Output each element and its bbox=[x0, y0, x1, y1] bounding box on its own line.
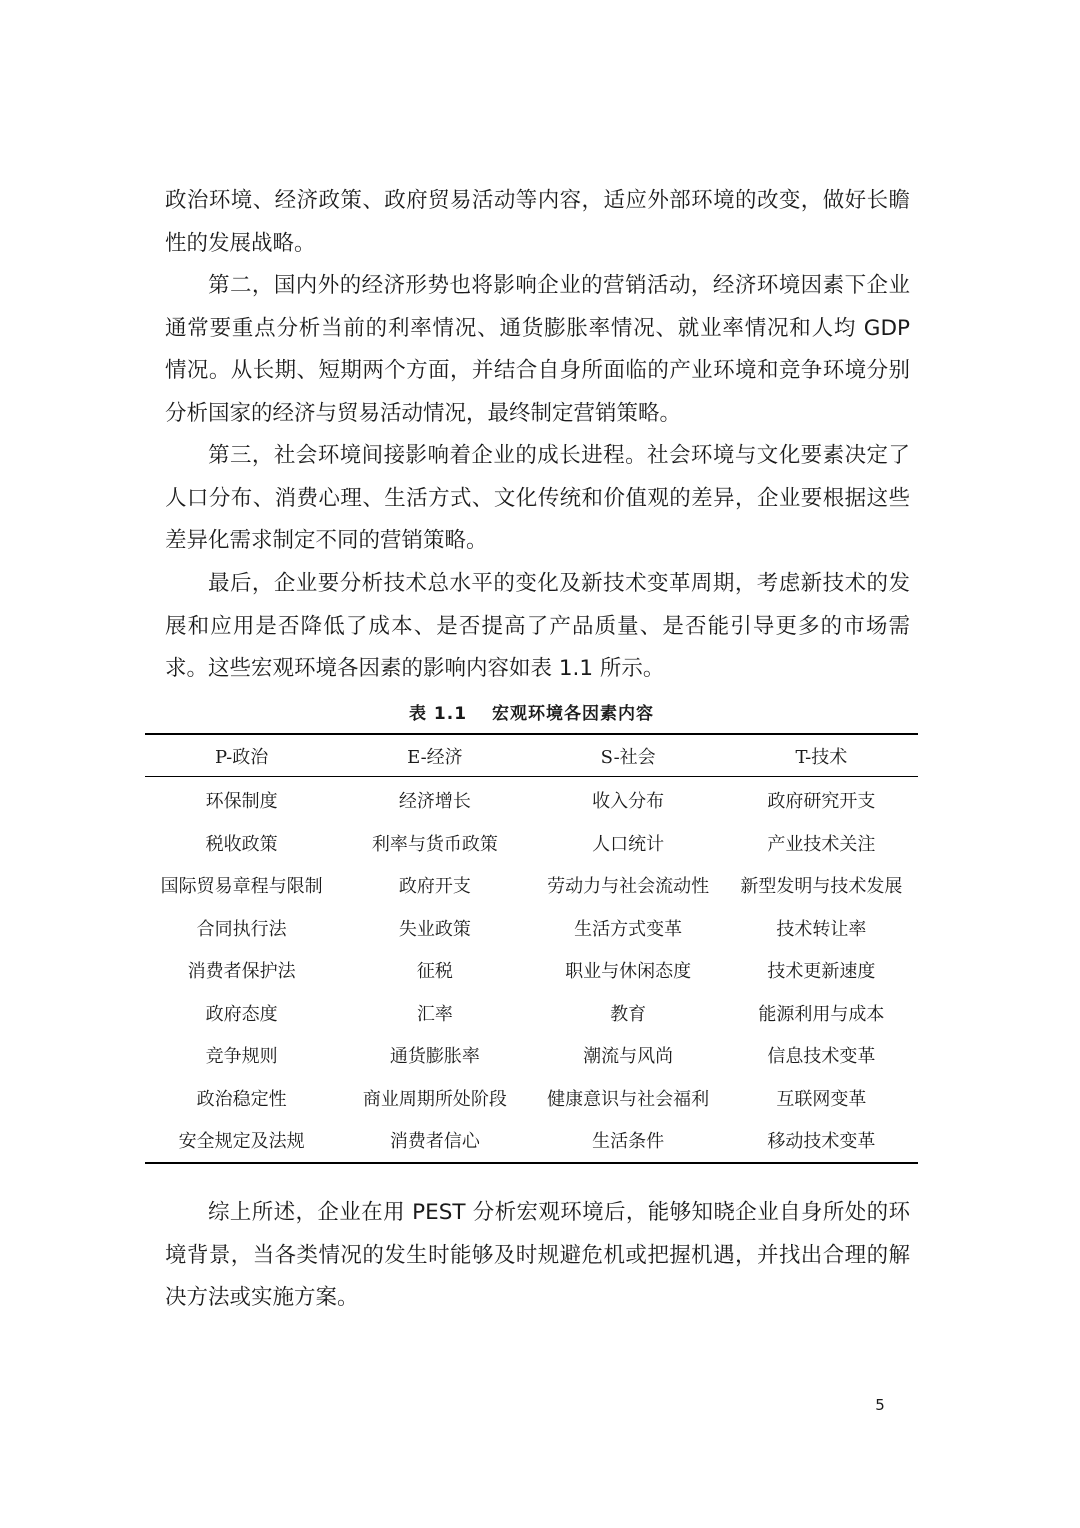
table-cell: 安全规定及法规 bbox=[178, 1131, 305, 1153]
table-cell: 互联网变革 bbox=[776, 1088, 867, 1110]
header-social: S-社会 bbox=[600, 746, 656, 768]
paragraph-continuation: 政治环境、经济政策、政府贸易活动等内容，适应外部环境的改变，做好长瞻性的发展战略。 bbox=[165, 188, 910, 256]
table-cell: 健康意识与社会福利 bbox=[547, 1088, 710, 1110]
table-cell: 竞争规则 bbox=[205, 1046, 278, 1068]
table-cell: 劳动力与社会流动性 bbox=[547, 876, 710, 898]
table-cell: 征税 bbox=[416, 961, 453, 983]
table-cell: 政府开支 bbox=[398, 876, 471, 898]
table-cell: 政府研究开支 bbox=[767, 791, 876, 813]
table-cell: 信息技术变革 bbox=[767, 1046, 876, 1068]
table-row bbox=[145, 949, 918, 992]
table-cell: 教育 bbox=[610, 1003, 647, 1025]
paragraph-summary: 综上所述，企业在用 PEST 分析宏观环境后，能够知晓企业自身所处的环境背景，当各类情况的发生时能够及时规避危机或把握机遇，并找出合理的解决方法或实施方案。 bbox=[165, 1200, 910, 1310]
table-caption: 表 1.1 宏观环境各因素内容 bbox=[409, 704, 654, 724]
table-cell: 通货膨胀率 bbox=[389, 1046, 480, 1068]
header-political: P-政治 bbox=[215, 746, 269, 768]
table-cell: 经济增长 bbox=[398, 791, 471, 813]
table-cell: 技术更新速度 bbox=[767, 961, 876, 983]
table-cell: 收入分布 bbox=[592, 791, 665, 813]
paragraph-social: 第三，社会环境间接影响着企业的成长进程。社会环境与文化要素决定了人口分布、消费心理、生活方式、文化传统和价值观的差异，企业要根据这些差异化需求制定不同的营销策略。 bbox=[165, 443, 910, 553]
table-row bbox=[145, 1119, 918, 1163]
table-cell: 商业周期所处阶段 bbox=[362, 1088, 507, 1110]
table-cell: 移动技术变革 bbox=[767, 1131, 876, 1153]
table-cell: 合同执行法 bbox=[196, 918, 287, 940]
table-cell: 生活条件 bbox=[592, 1131, 665, 1153]
table-cell: 汇率 bbox=[416, 1003, 453, 1025]
table-cell: 潮流与风尚 bbox=[583, 1046, 674, 1068]
table-row bbox=[145, 1077, 918, 1120]
table-row bbox=[145, 992, 918, 1035]
paragraph-economic: 第二，国内外的经济形势也将影响企业的营销活动，经济环境因素下企业通常要重点分析当前的利率情况、通货膨胀率情况、就业率情况和人均 GDP 情况。从长期、短期两个方面，并结合自身所面临的产业环境和竞争环境分别分析国家的经济与贸易活动情况，最终制定营销策略。 bbox=[165, 273, 910, 426]
table-cell: 政治稳定性 bbox=[196, 1088, 287, 1110]
table-cell: 消费者信心 bbox=[389, 1131, 480, 1153]
table-row bbox=[145, 777, 918, 822]
pest-table bbox=[145, 733, 918, 1164]
table-cell: 人口统计 bbox=[592, 833, 665, 855]
table-header-row bbox=[145, 734, 918, 777]
table-cell: 新型发明与技术发展 bbox=[740, 876, 903, 898]
table-cell: 环保制度 bbox=[205, 791, 278, 813]
header-technology: T-技术 bbox=[795, 746, 848, 768]
table-cell: 政府态度 bbox=[205, 1003, 278, 1025]
table-cell: 能源利用与成本 bbox=[758, 1003, 885, 1025]
page-number: 5 bbox=[875, 1396, 885, 1414]
table-cell: 消费者保护法 bbox=[187, 961, 296, 983]
table-row bbox=[145, 864, 918, 907]
table-cell: 技术转让率 bbox=[776, 918, 867, 940]
table-cell: 生活方式变革 bbox=[574, 918, 683, 940]
table-row bbox=[145, 822, 918, 865]
table-row bbox=[145, 1034, 918, 1077]
table-cell: 利率与货币政策 bbox=[371, 833, 498, 855]
table-cell: 产业技术关注 bbox=[767, 833, 876, 855]
table-row bbox=[145, 907, 918, 950]
table-cell: 税收政策 bbox=[205, 833, 278, 855]
paragraph-technology: 最后，企业要分析技术总水平的变化及新技术变革周期，考虑新技术的发展和应用是否降低了成本、是否提高了产品质量、是否能引导更多的市场需求。这些宏观环境各因素的影响内容如表 1.1 所示。 bbox=[165, 571, 910, 681]
table-cell: 失业政策 bbox=[398, 918, 471, 940]
table-cell: 国际贸易章程与限制 bbox=[160, 876, 323, 898]
header-economic: E-经济 bbox=[407, 746, 463, 768]
table-cell: 职业与休闲态度 bbox=[565, 961, 692, 983]
